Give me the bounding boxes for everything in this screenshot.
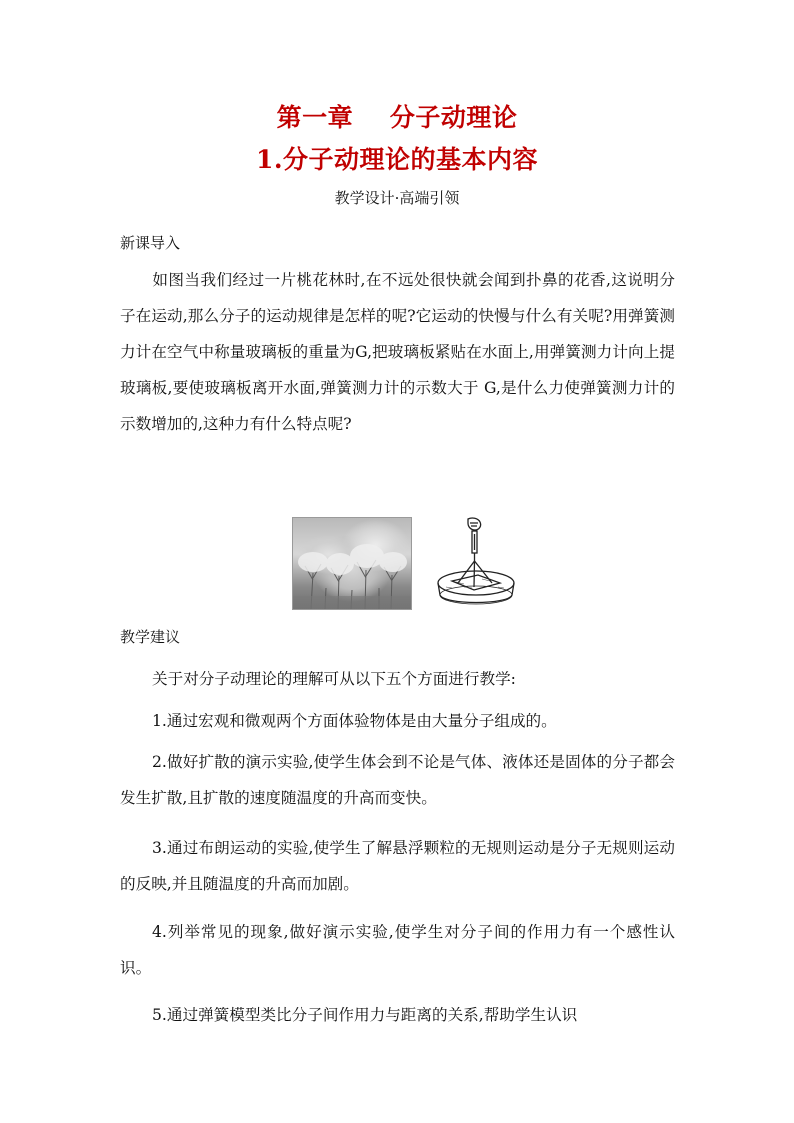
advice-item-text: 5.通过弹簧模型类比分子间作用力与距离的关系,帮助学生认识 (152, 1006, 578, 1024)
intro-heading: 新课导入 (120, 234, 181, 252)
lesson-title: 1.分子动理论的基本内容 (255, 145, 539, 174)
advice-item-text: 4.列举常见的现象,做好演示实验,使学生对分子间的作用力有一个感性认识。 (120, 923, 675, 977)
advice-item (120, 744, 675, 816)
spring-scale-glass-plate-water-dish-icon (434, 517, 519, 608)
intro-paragraph (120, 262, 675, 442)
figure-row (0, 517, 794, 609)
advice-lead-paragraph (120, 661, 675, 697)
advice-item-text: 2.做好扩散的演示实验,使学生体会到不论是气体、液体还是固体的分子都会发生扩散,且扩散的速度随温度的升高而变快。 (120, 753, 675, 807)
subtitle: 教学设计·高端引领 (334, 189, 460, 207)
chapter-title: 第一章 分子动理论 (276, 103, 518, 132)
advice-item-text: 1.通过宏观和微观两个方面体验物体是由大量分子组成的。 (152, 712, 557, 730)
advice-heading: 教学建议 (120, 628, 181, 646)
advice-lead: 关于对分子动理论的理解可从以下五个方面进行教学: (152, 670, 516, 688)
advice-item (120, 914, 675, 986)
advice-item (120, 830, 675, 902)
advice-item-text: 3.通过布朗运动的实验,使学生了解悬浮颗粒的无规则运动是分子无规则运动的反映,并且随温度的升高而加剧。 (120, 839, 675, 893)
advice-item (120, 703, 675, 739)
advice-item (120, 997, 675, 1033)
intro-text: 如图当我们经过一片桃花林时,在不远处很快就会闻到扑鼻的花香,这说明分子在运动,那么分子的运动规律是怎样的呢?它运动的快慢与什么有关呢?用弹簧测力计在空气中称量玻璃板的重量为G,把玻璃板紧贴在水面上,用弹簧测力计向上提玻璃板,要使玻璃板离开水面,弹簧测力计的示数大于 G,是什么力使弹簧测力计的示数增加的,这种力有什么特点呢? (120, 271, 675, 433)
peach-orchard-photo (292, 517, 412, 610)
